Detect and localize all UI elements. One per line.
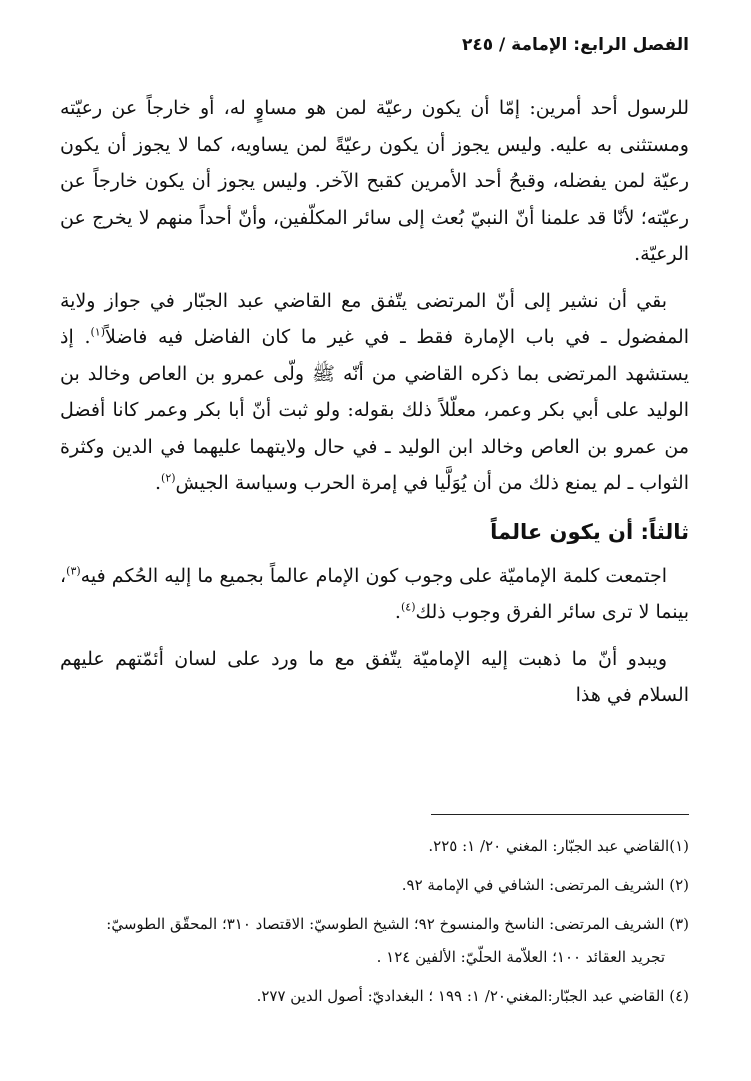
paragraph-3-text-b: ، بينما لا ترى سائر الفرق وجوب ذلك <box>60 564 689 623</box>
footnotes <box>60 832 689 1021</box>
paragraph-1: للرسول أحد أمرين: إمّا أن يكون رعيّة لمن هو مساوٍ له، أو خارجاً عن رعيّته ومستثنى به عليه. وليس يجوز أن يكون رعيّةً لمن يساويه، كما لا يجوز أن يكون رعيّة لمن يفضله، وقبحُ أحد الأمرين كقبح الآخر. وليس يجوز أن يكون خارجاً عن رعيّته؛ لأنّا قد علمنا أنّ النبيّ بُعث إلى سائر المكلّفين، وأنّ أحداً منهم لا يخرج عن الرعيّة. <box>60 97 689 265</box>
footnote-3-continuation: تجريد العقائد ١٠٠؛ العلاّمة الحلّيّ: الألفين ١٢٤ . <box>376 948 665 966</box>
paragraph-3-text-c: . <box>394 601 401 623</box>
footnote-ref-4[interactable]: (٤) <box>400 600 416 614</box>
paragraph-2 <box>60 283 689 502</box>
paragraph-3 <box>60 558 689 631</box>
paragraph-2-text-c: . <box>154 472 162 494</box>
paragraph-2-text-b: . إذ يستشهد المرتضى بما ذكره القاضي من أنّه ﷺ ولّى عمرو بن العاص وخالد بن الوليد على أبي بكر وعمر، معلّلاً ذلك بقوله: ولو ثبت أنّ أبا بكر وعمر كانا أفضل من عمرو بن العاص وخالد ابن الوليد ـ في حال ولايتهما عليهما في الدين وكثرة الثواب ـ لم يمنع ذلك من أن يُوَلَّيا في إمرة الحرب وسياسة الجيش <box>60 326 690 494</box>
main-text <box>60 90 689 714</box>
paragraph-4: ويبدو أنّ ما ذهبت إليه الإماميّة يتّفق مع ما ورد على لسان أئمّتهم عليهم السلام في هذا <box>60 647 689 706</box>
paragraph-2-text-a: بقي أن نشير إلى أنّ المرتضى يتّفق مع القاضي عبد الجبّار في جواز ولاية المفضول ـ في باب الإمارة فقط ـ في غير ما كان الفاضل فيه فاضلاً <box>60 289 689 348</box>
footnote-1: (١)القاضي عبد الجبّار: المغني ٢٠/ ١: ٢٢٥. <box>428 837 689 855</box>
footnote-divider <box>431 814 689 815</box>
running-header: الفصل الرابع: الإمامة / ٢٤٥ <box>461 35 689 55</box>
footnote-ref-3[interactable]: (٣) <box>66 564 81 578</box>
paragraph-3-text-a: اجتمعت كلمة الإماميّة على وجوب كون الإمام عالماً بجميع ما إليه الحُكم فيه <box>80 564 667 587</box>
footnote-ref-2[interactable]: (٢) <box>161 471 176 485</box>
footnote-3: (٣) الشريف المرتضى: الناسخ والمنسوخ ٩٢؛ الشيخ الطوسيّ: الاقتصاد ٣١٠؛ المحقّق الطوسيّ: <box>106 915 689 933</box>
footnote-ref-1[interactable]: (١) <box>90 325 105 339</box>
footnote-2: (٢) الشريف المرتضى: الشافي في الإمامة ٩٢. <box>401 876 689 894</box>
footnote-4: (٤) القاضي عبد الجبّار:المغني٢٠/ ١: ١٩٩ ؛ البغداديّ: أصول الدين ٢٧٧. <box>256 987 689 1005</box>
book-page <box>60 0 689 1081</box>
section-heading: ثالثاً: أن يكون عالماً <box>490 519 689 544</box>
